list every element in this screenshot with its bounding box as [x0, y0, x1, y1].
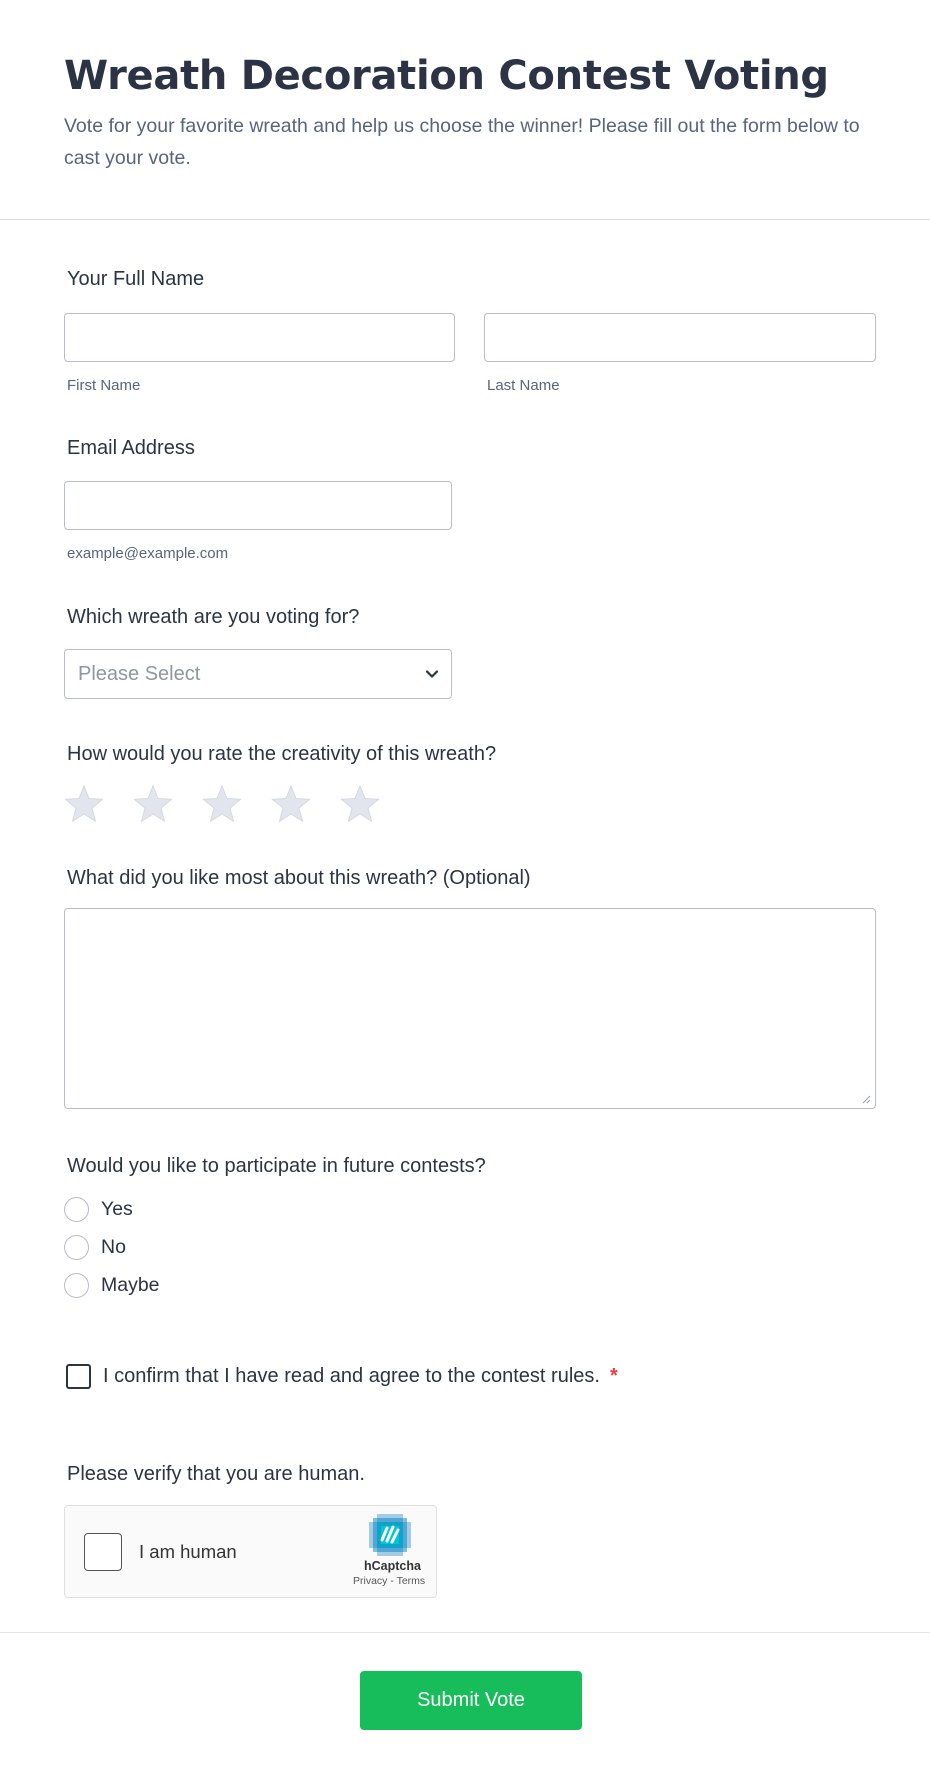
- wreath-select[interactable]: [64, 649, 452, 699]
- star-icon[interactable]: [271, 784, 311, 824]
- form-header: [0, 0, 930, 220]
- last-name-input[interactable]: [484, 313, 876, 362]
- page-title: Wreath Decoration Contest Voting: [64, 53, 829, 99]
- wreath-select-label: Which wreath are you voting for?: [67, 606, 360, 628]
- star-icon[interactable]: [64, 784, 104, 824]
- submit-vote-button[interactable]: Submit Vote: [360, 1671, 582, 1730]
- star-icon[interactable]: [202, 784, 242, 824]
- rating-label: How would you rate the creativity of this wreath?: [67, 743, 497, 765]
- radio-option-no[interactable]: [64, 1235, 126, 1260]
- hcaptcha-logo-icon: [369, 1514, 411, 1556]
- radio-label: Maybe: [101, 1274, 160, 1296]
- captcha-label: Please verify that you are human.: [67, 1463, 365, 1485]
- radio-button[interactable]: [64, 1273, 89, 1298]
- email-input[interactable]: [64, 481, 452, 530]
- future-contests-label: Would you like to participate in future contests?: [67, 1155, 486, 1177]
- radio-label: No: [101, 1236, 126, 1258]
- page-subtitle: Vote for your favorite wreath and help us choose the winner! Please fill out the form below to cast your vote.: [64, 115, 860, 169]
- star-rating: [64, 784, 409, 824]
- confirm-checkbox[interactable]: [66, 1364, 91, 1389]
- required-mark: *: [609, 1365, 618, 1387]
- comments-textarea[interactable]: [64, 908, 876, 1109]
- chevron-down-icon: [423, 665, 441, 683]
- full-name-label: Your Full Name: [67, 268, 205, 290]
- first-name-input[interactable]: [64, 313, 455, 362]
- radio-button[interactable]: [64, 1235, 89, 1260]
- star-icon[interactable]: [340, 784, 380, 824]
- radio-label: Yes: [101, 1198, 133, 1220]
- confirm-rules-row[interactable]: [66, 1364, 618, 1389]
- radio-button[interactable]: [64, 1197, 89, 1222]
- confirm-label: I confirm that I have read and agree to the contest rules.: [103, 1365, 600, 1387]
- captcha-links[interactable]: Privacy - Terms: [353, 1575, 426, 1587]
- last-name-sublabel: Last Name: [487, 377, 560, 394]
- resize-handle-icon[interactable]: [861, 1094, 871, 1104]
- radio-option-maybe[interactable]: [64, 1273, 160, 1298]
- star-icon[interactable]: [133, 784, 173, 824]
- hcaptcha-widget: [64, 1505, 437, 1598]
- comments-label: What did you like most about this wreath? (Optional): [67, 867, 531, 889]
- footer-divider: [0, 1632, 930, 1633]
- email-label: Email Address: [67, 437, 195, 459]
- captcha-checkbox[interactable]: [84, 1533, 122, 1571]
- captcha-text: I am human: [139, 1541, 237, 1562]
- first-name-sublabel: First Name: [67, 377, 141, 394]
- email-sublabel: example@example.com: [67, 545, 229, 562]
- captcha-brand: hCaptcha: [364, 1559, 421, 1573]
- wreath-select-value: Please Select: [78, 663, 201, 685]
- radio-option-yes[interactable]: [64, 1197, 133, 1222]
